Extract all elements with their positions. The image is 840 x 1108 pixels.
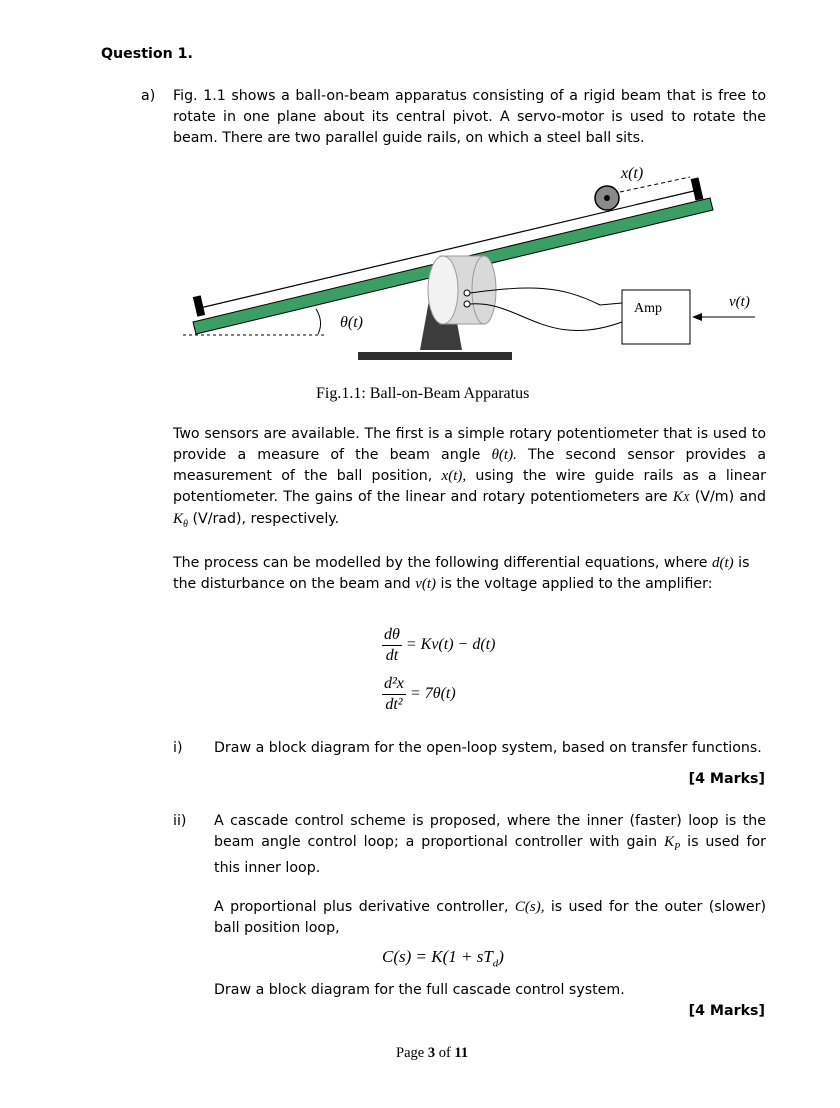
page-number: Page 3 of 11 (396, 1045, 469, 1061)
part-i-label: i) (173, 740, 183, 756)
part-i-marks: [4 Marks] (688, 771, 765, 787)
ball-center (604, 195, 610, 201)
part-ii-text-1: A cascade control scheme is proposed, where the inner (faster) loop is the beam angle control loop; a proportional controller with gain $K_P$ is used for this inner loop. (214, 813, 766, 876)
left-end-stop (193, 295, 205, 316)
motor-terminal-2 (464, 301, 470, 307)
part-ii-text-2: A proportional plus derivative controller, C(s), is used for the outer (slower) ball position loop, (214, 899, 766, 936)
part-i-text: Draw a block diagram for the open-loop system, based on transfer functions. (214, 740, 762, 756)
x-symbol: x(t), (441, 468, 467, 484)
kx-symbol: KX (672, 489, 690, 505)
model-paragraph: The process can be modelled by the following differential equations, where d(t) is the disturbance on the beam and v(t) is the voltage applied to the amplifier: (173, 555, 750, 592)
equation-1: $\frac{d\theta}{dt}$ = Kv(t) − d(t) (384, 626, 496, 664)
ball-on-beam-figure (170, 150, 770, 375)
theta-symbol: θ(t). (491, 447, 517, 463)
question-title: Question 1. (101, 46, 193, 62)
sensors-paragraph: Two sensors are available. The first is a simple rotary potentiometer that is used to provide a measure of the beam angle θ(t). The second sensor provides a measurement of the ball position, x(t), using the wire guide rails as a linear potentiometer. The gains of the linear and rotary potentiometers are KX (V/m) and $K_\theta$ (V/rad), respectively. (173, 426, 767, 530)
part-a-label: a) (141, 88, 156, 104)
amp-label: Amp (634, 301, 662, 316)
controller-equation: $C(s) = K(1 + sT_d)$ (382, 947, 504, 970)
v-label: v(t) (729, 294, 750, 310)
amplifier-block (622, 290, 690, 344)
input-arrowhead (692, 313, 702, 321)
theta-label: θ(t) (340, 314, 363, 331)
ktheta-symbol: $K_\theta$ (173, 511, 188, 530)
part-ii-label: ii) (173, 813, 187, 829)
right-end-stop (691, 177, 704, 200)
part-ii-text-3: Draw a block diagram for the full cascade control system. (214, 982, 625, 998)
motor-face (428, 256, 458, 324)
kp-symbol: $K_P$ (664, 834, 681, 853)
part-ii-marks: [4 Marks] (688, 1003, 765, 1019)
figure-caption: Fig.1.1: Ball-on-Beam Apparatus (316, 385, 530, 402)
angle-arc (316, 309, 321, 334)
x-label: x(t) (621, 165, 644, 182)
base-plate (358, 352, 512, 360)
equation-2: $\frac{\text{d²x}}{\text{dt²}}$ = 7θ(t) (384, 675, 456, 713)
part-a-intro: Fig. 1.1 shows a ball-on-beam apparatus consisting of a rigid beam that is free to rotate in one plane about its central pivot. A servo-motor is used to rotate the beam. There are two parallel guide rails, on which a steel ball sits. (173, 88, 766, 146)
motor-terminal-1 (464, 290, 470, 296)
